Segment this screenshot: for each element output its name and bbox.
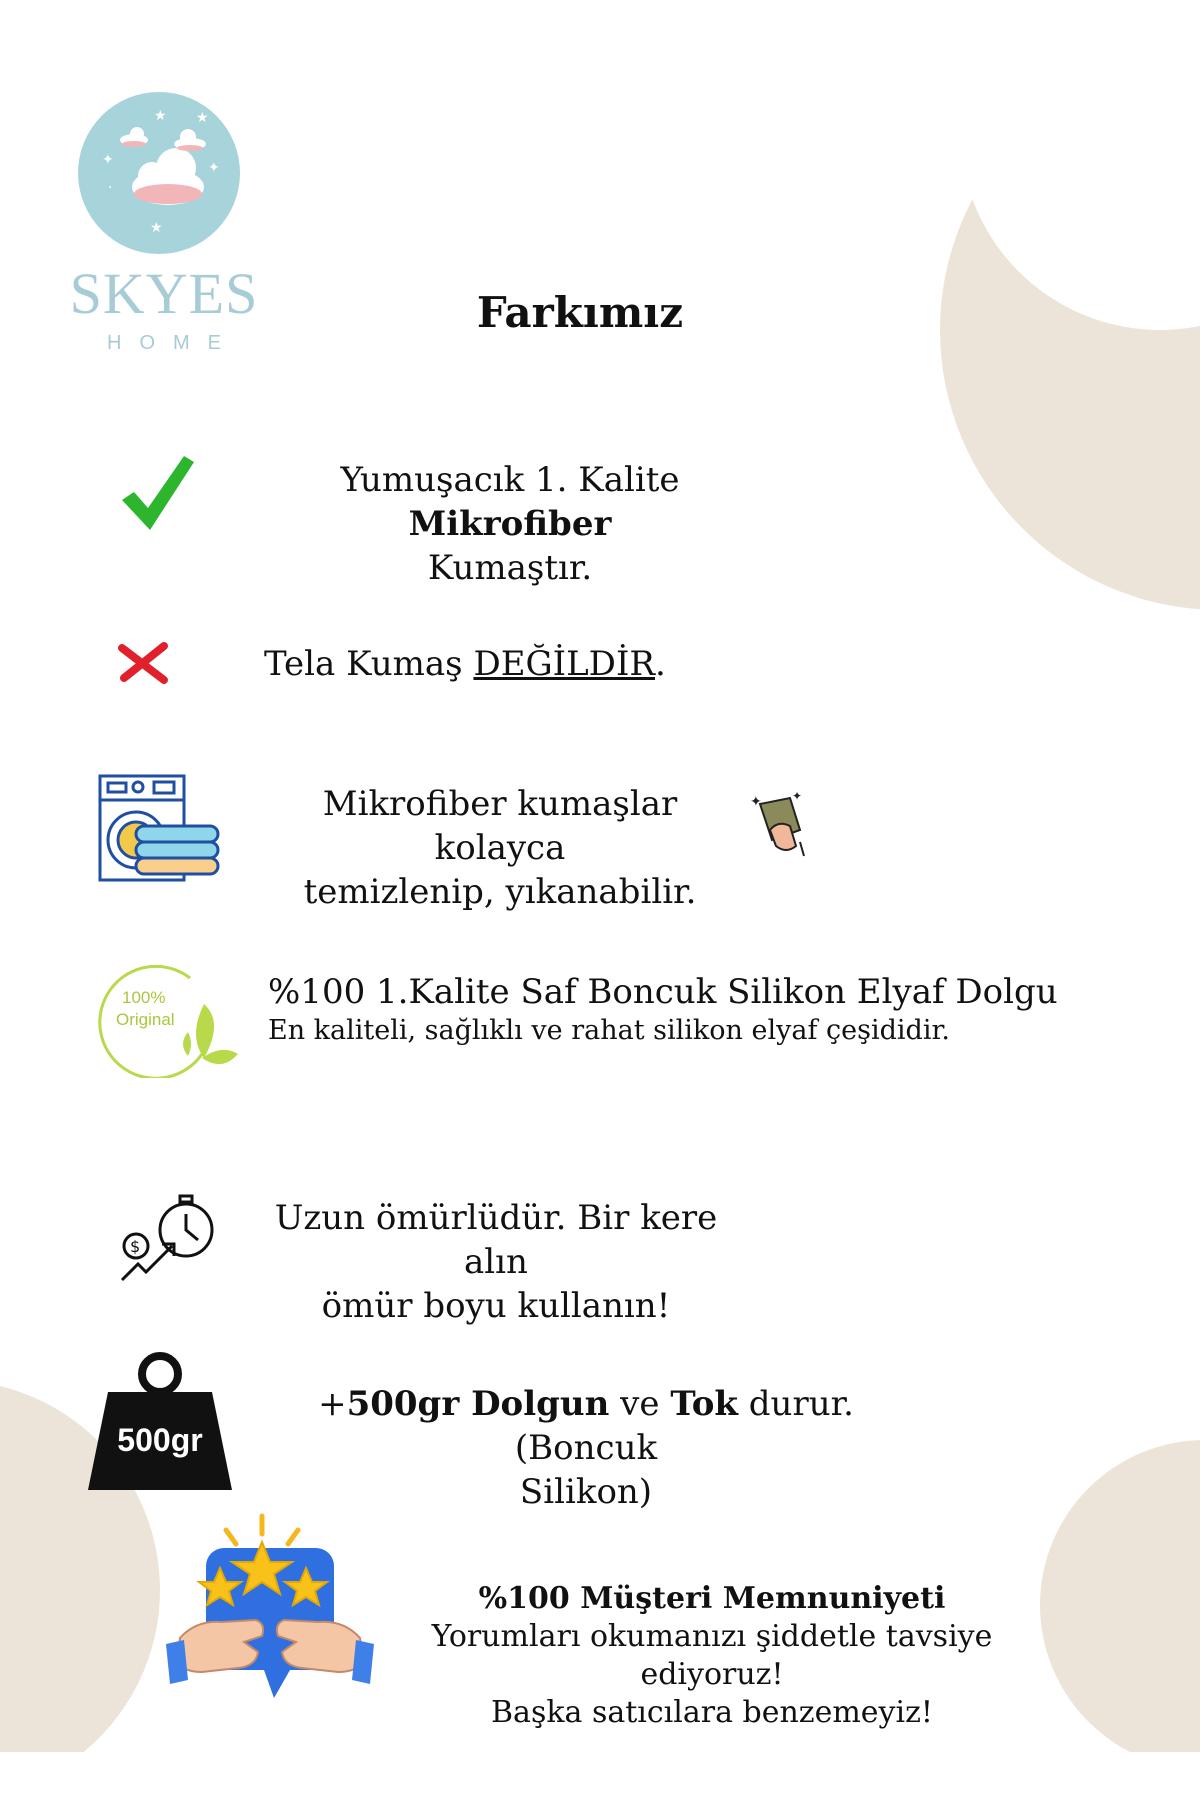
feature-silicone: %100 1.Kalite Saf Boncuk Silikon Elyaf Dolgu En kaliteli, sağlıklı ve rahat silikon elyaf çeşididir. bbox=[268, 972, 1058, 1046]
brand-name: SKYES bbox=[69, 261, 259, 326]
thumbs-up-stars-icon bbox=[166, 1512, 374, 1710]
svg-text:✦: ✦ bbox=[792, 790, 803, 803]
original-leaf-badge-icon: 100% Original bbox=[92, 962, 240, 1078]
svg-text:·: · bbox=[108, 180, 113, 196]
green-check-icon bbox=[118, 452, 196, 532]
feature-satisfaction: %100 Müşteri Memnuniyeti Yorumları okumanızı şiddetle tavsiye ediyoruz! Başka satıcılara benzemeyiz! bbox=[431, 1581, 993, 1730]
cleaning-cloth-icon bbox=[750, 790, 808, 860]
svg-text:$: $ bbox=[130, 1237, 141, 1256]
svg-text:★: ★ bbox=[150, 220, 163, 236]
svg-text:★: ★ bbox=[196, 110, 209, 126]
red-x-icon bbox=[118, 642, 170, 684]
svg-text:✦: ✦ bbox=[208, 160, 220, 176]
cloud-stars-logo-icon bbox=[78, 92, 240, 254]
feature-not-tela: Tela Kumaş DEĞİLDİR. bbox=[264, 644, 666, 684]
feature-500gr: +500gr Dolgun ve Tok durur. (Boncuk Silikon) bbox=[318, 1384, 854, 1512]
money-clock-growth-icon bbox=[118, 1192, 220, 1288]
bottom-band bbox=[0, 1752, 1200, 1800]
svg-text:✦: ✦ bbox=[750, 794, 762, 810]
feature-washable: Mikrofiber kumaşlar kolayca temizlenip, yıkanabilir. bbox=[303, 784, 697, 912]
weight-icon: 500gr bbox=[86, 1352, 234, 1492]
svg-text:★: ★ bbox=[154, 108, 167, 124]
brand-sub: HOME bbox=[107, 332, 239, 354]
decor-circle-bottom-right bbox=[1040, 1440, 1200, 1770]
feature-long-lasting: Uzun ömürlüdür. Bir kere alın ömür boyu kullanın! bbox=[274, 1198, 718, 1326]
feature-microfiber: Yumuşacık 1. Kalite Mikrofiber Kumaştır. bbox=[340, 460, 680, 588]
page-title: Farkımız bbox=[476, 288, 684, 337]
washing-machine-icon bbox=[96, 774, 224, 884]
svg-text:✦: ✦ bbox=[102, 152, 114, 168]
